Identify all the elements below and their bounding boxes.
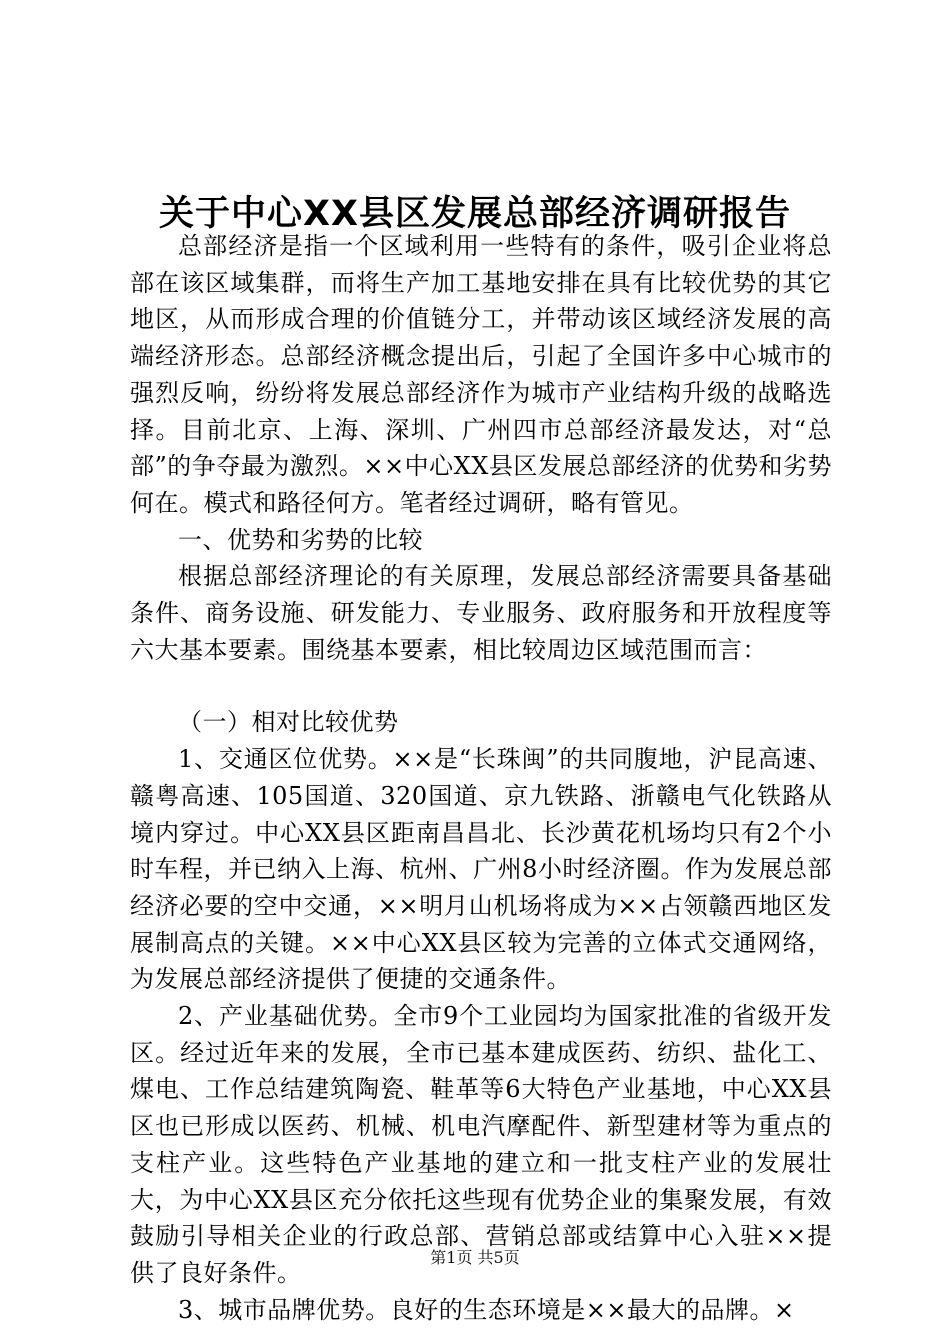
document-title: 关于中心XX县区发展总部经济调研报告 [159,194,791,234]
paragraph-item-2: 2、产业基础优势。全市9个工业园均为国家批准的省级开发区。经过近年来的发展，全市已基本建成医药、纺织、盐化工、煤电、工作总结建筑陶瓷、鞋革等6大特色产业基地，中心XX县区也已形成以医药、机械、机电汽摩配件、新型建材等为重点的支柱产业。这些特色产业基地的建立和一批支柱产业的发展壮大，为中心XX县区充分依托这些现有优势企业的集聚发展，有效鼓励引导相关企业的行政总部、营销总部或结算中心入驻××提供了良好条件。 [130,1002,832,1287]
section-heading-1: 一、优势和劣势的比较 [178,525,423,554]
subsection-heading-1: （一）相对比较优势 [178,708,399,737]
paragraph-item-3: 3、城市品牌优势。良好的生态环境是××最大的品牌。× [178,1295,795,1324]
paragraph-intro: 总部经济是指一个区域利用一些特有的条件，吸引企业将总部在该区域集群，而将生产加工基地安排在具有比较优势的其它地区，从而形成合理的价值链分工，并带动该区域经济发展的高端经济形态。总部经济概念提出后，引起了全国许多中心城市的强烈反响，纷纷将发展总部经济作为城市产业结构升级的战略选择。目前北京、上海、深圳、广州四市总部经济最发达，对“总部”的争夺最为激烈。××中心XX县区发展总部经济的优势和劣势何在。模式和路径何方。笔者经过调研，略有管见。 [130,232,832,517]
page-footer: 第1页 共5页 [430,1248,520,1267]
blank-line [130,668,832,704]
document-body [130,228,832,1328]
paragraph-item-1: 1、交通区位优势。××是“长珠闽”的共同腹地，沪昆高速、赣粤高速、105国道、320国道、京九铁路、浙赣电气化铁路从境内穿过。中心XX县区距南昌昌北、长沙黄花机场均只有2个小时车程，并已纳入上海、杭州、广州8小时经济圈。作为发展总部经济必要的空中交通，××明月山机场将成为××占领赣西地区发展制高点的关键。××中心XX县区较为完善的立体式交通网络，为发展总部经济提供了便捷的交通条件。 [130,745,832,994]
paragraph-requirements: 根据总部经济理论的有关原理，发展总部经济需要具备基础条件、商务设施、研发能力、专业服务、政府服务和开放程度等六大基本要素。围绕基本要素，相比较周边区域范围而言： [130,562,832,664]
